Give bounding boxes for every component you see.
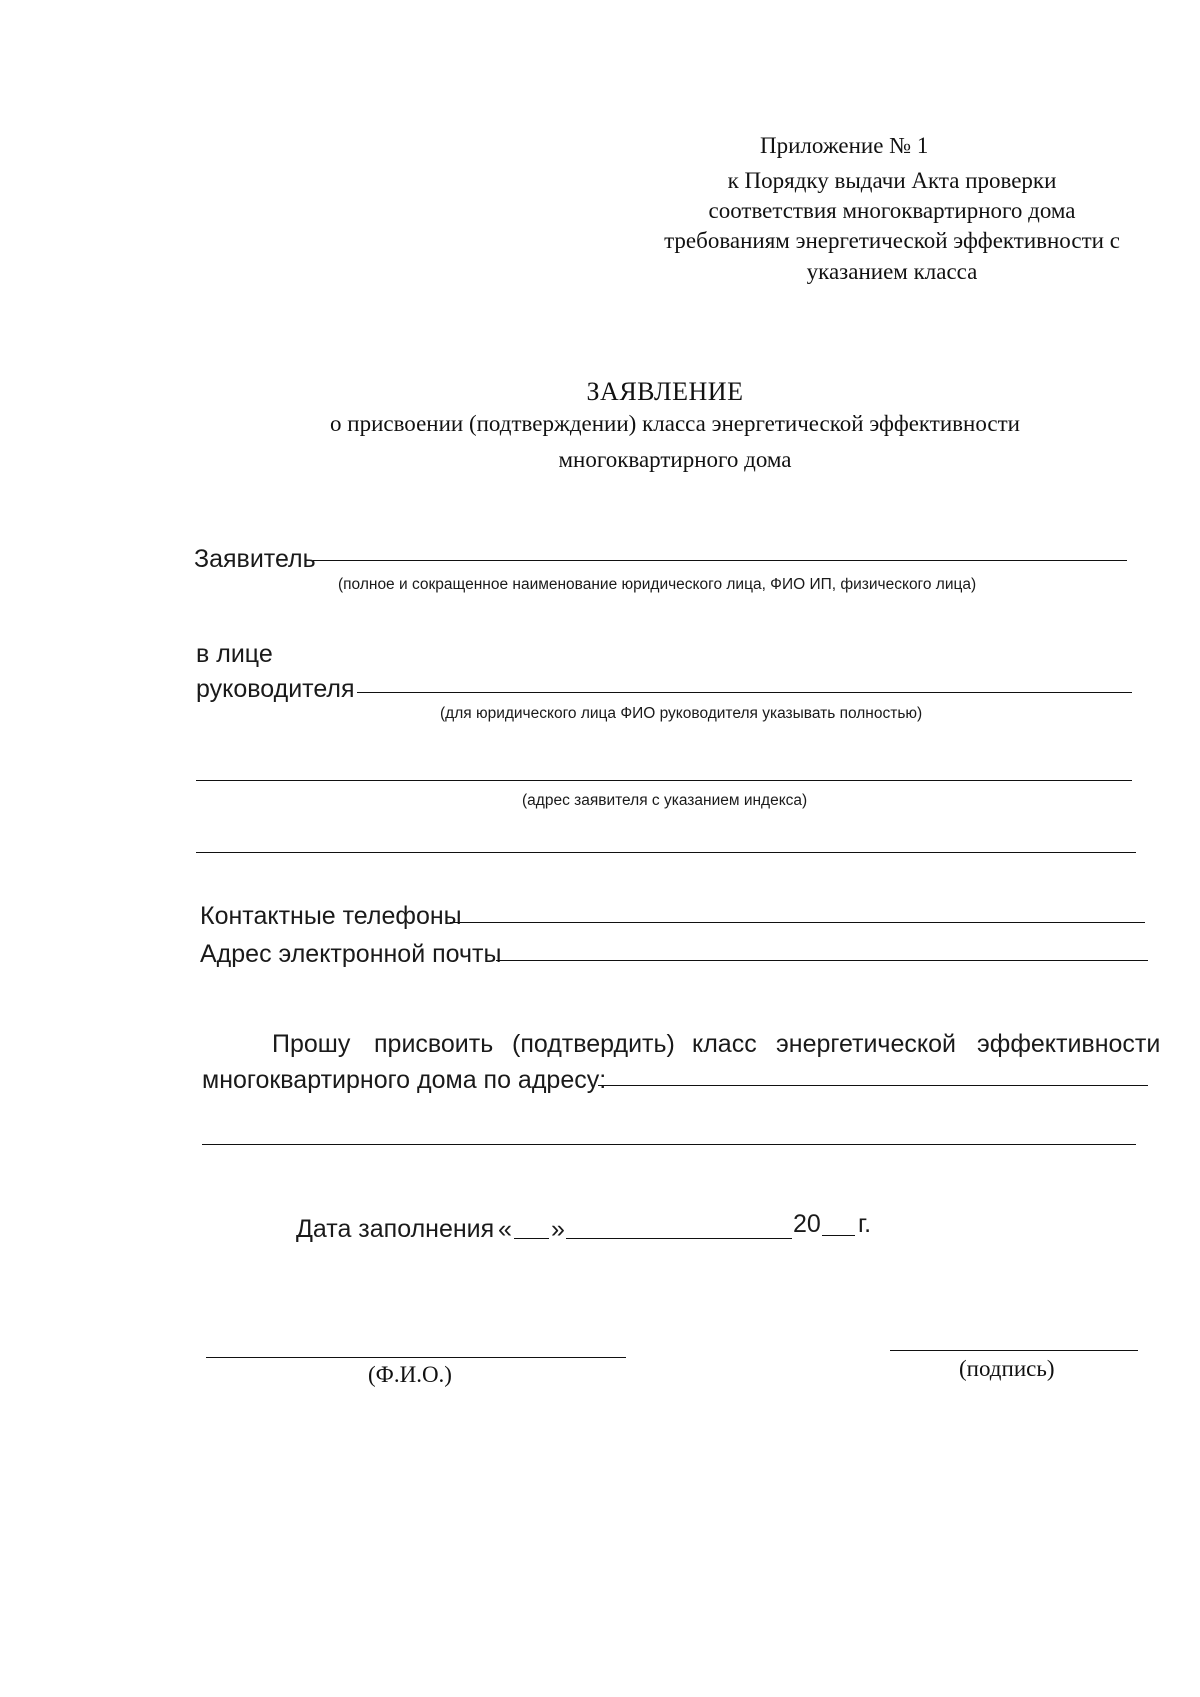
manager-field[interactable] [357,692,1132,693]
date-year-suffix: г. [858,1210,872,1238]
fio-label: (Ф.И.О.) [368,1362,452,1387]
request-word-6: эффективности [977,1030,1161,1058]
email-field[interactable] [496,960,1148,961]
applicant-label: Заявитель [194,545,316,573]
address-field-line-1[interactable] [196,780,1132,781]
appendix-line-2: соответствия многоквартирного дома [708,198,1076,223]
date-year-field[interactable] [822,1235,855,1236]
address-hint: (адрес заявителя с указанием индекса) [522,792,808,809]
phones-field[interactable] [450,922,1145,923]
manager-label: руководителя [196,675,355,703]
request-word-3: (подтвердить) [512,1030,675,1058]
email-label: Адрес электронной почты [200,940,502,968]
signature-label: (подпись) [959,1356,1055,1381]
signature-field[interactable] [890,1350,1138,1351]
applicant-hint: (полное и сокращенное наименование юридического лица, ФИО ИП, физического лица) [338,576,977,593]
house-address-field-2[interactable] [202,1144,1136,1145]
fio-field[interactable] [206,1357,626,1358]
appendix-line-1: к Порядку выдачи Акта проверки [727,168,1057,193]
appendix-line-3: требованиям энергетической эффективности с [664,228,1120,253]
date-month-field[interactable] [566,1238,792,1239]
request-line-2: многоквартирного дома по адресу: [202,1066,607,1094]
date-label: Дата заполнения [296,1215,495,1243]
request-word-2: присвоить [374,1030,494,1058]
date-day-field[interactable] [514,1238,549,1239]
applicant-field[interactable] [313,560,1127,561]
request-word-4: класс [692,1030,757,1058]
document-subtitle-line-1: о присвоении (подтверждении) класса энергетической эффективности [330,411,1020,436]
address-field-line-2[interactable] [196,852,1136,853]
date-year-prefix: 20 [793,1210,821,1238]
in-person-label: в лице [196,640,273,668]
request-word-5: энергетической [776,1030,956,1058]
date-open-quote: « [498,1215,512,1243]
appendix-line-4: указанием класса [806,259,978,284]
house-address-field-1[interactable] [598,1085,1148,1086]
document-subtitle-line-2: многоквартирного дома [558,447,792,472]
manager-hint: (для юридического лица ФИО руководителя указывать полностью) [440,705,923,722]
phones-label: Контактные телефоны [200,902,462,930]
date-close-quote: » [551,1215,565,1243]
appendix-number: Приложение № 1 [760,133,929,158]
document-title: ЗАЯВЛЕНИЕ [586,377,744,406]
request-word-1: Прошу [272,1030,351,1058]
